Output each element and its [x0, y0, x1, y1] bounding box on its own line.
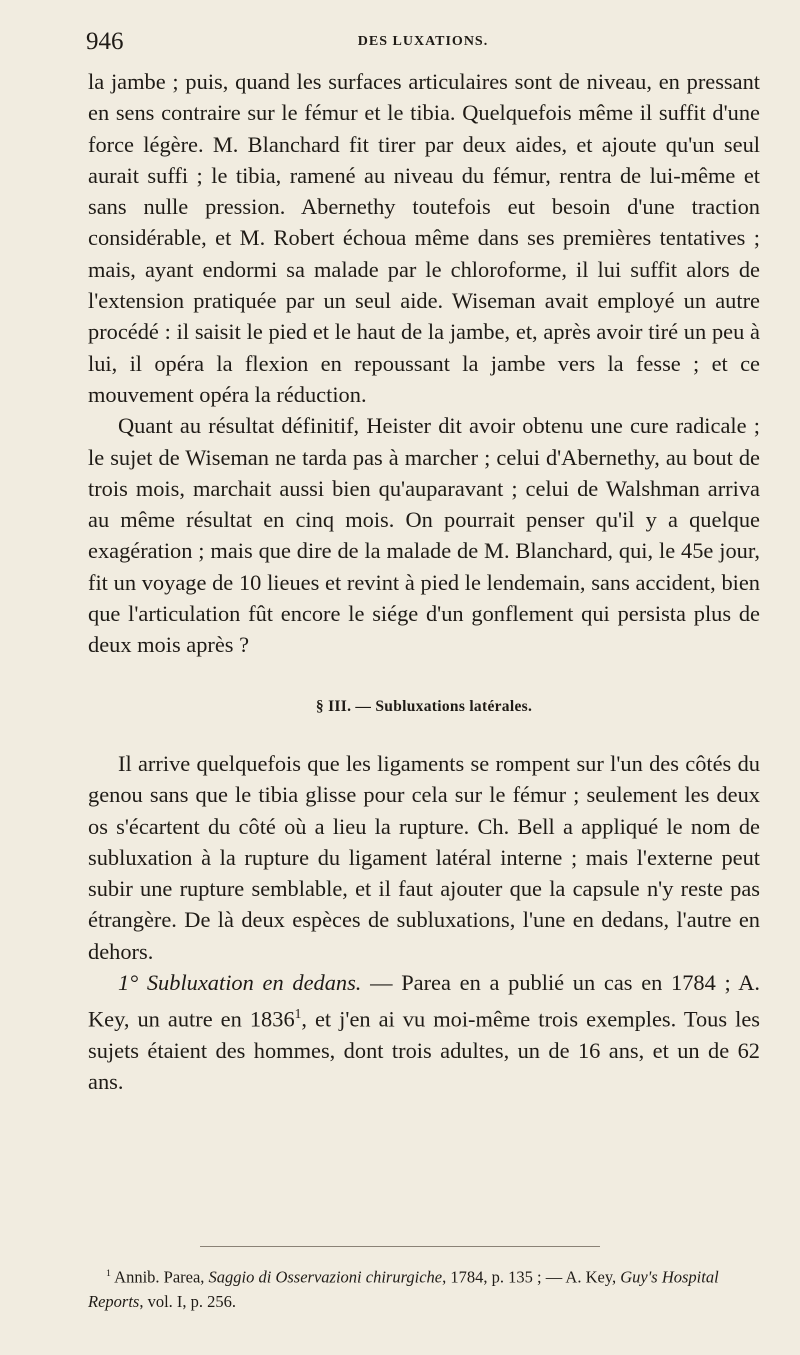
footnote-part: , 1784, p. 135 ; — A. Key,: [442, 1267, 621, 1287]
paragraph-4: [88, 967, 760, 1098]
footnote-part: , vol. I, p. 256.: [139, 1291, 237, 1311]
footnote-rule: [200, 1246, 600, 1247]
subsection-title: 1° Subluxation en dedans.: [118, 970, 362, 996]
footnote-marker: 1: [106, 1268, 111, 1279]
paragraph-4-text-b: , et j'en ai vu moi-même trois exemples. Tous les sujets étaient des hommes, dont trois adultes, un de 16 ans, et un de 62 ans.: [88, 1006, 761, 1095]
paragraph-3: Il arrive quelquefois que les ligaments se rompent sur l'un des côtés du genou sans que le tibia glisse pour cela sur le fémur ; seulement les deux os s'écartent du côté où a lieu la rupture. Ch. Bell a appliqué le nom de subluxation à la rupture du ligament latéral interne ; mais l'externe peut subir une rupture semblable, et il faut ajouter que la capsule n'y reste pas étrangère. De là deux espèces de subluxations, l'une en dedans, l'autre en dehors.: [88, 750, 760, 964]
running-title: DES LUXATIONS.: [357, 34, 489, 49]
paragraph-2: Quant au résultat définitif, Heister dit avoir obtenu une cure radicale ; le sujet de Wiseman ne tarda pas à marcher ; celui d'Abernethy, au bout de trois mois, marchait aussi bien qu'auparavant ; celui de Walshman arriva au même résultat en cinq mois. On pourrait penser qu'il y a quelque exagération ; mais que dire de la malade de M. Blanchard, qui, le 45e jour, fit un voyage de 10 lieues et revint à pied le lendemain, sans accident, bien que l'articulation fût encore le siége d'un gonflement qui persista plus de deux mois après ?: [88, 413, 760, 658]
footnote-reference: 1: [294, 1006, 302, 1022]
footnote-part: Saggio di Osservazioni chirurgiche: [208, 1267, 443, 1287]
page-header: [86, 26, 760, 58]
paragraph-4-text-a: — Parea en a publié un cas en 1784 ; A. Key, un autre en 1836: [88, 970, 760, 1032]
footnote-1: [88, 1262, 760, 1314]
footnotes: [88, 1262, 760, 1314]
footnote-part: Guy's Hospital Reports: [88, 1267, 719, 1311]
section-heading: § III. — Subluxations latérales.: [315, 697, 533, 715]
page-body: [88, 66, 760, 1098]
page-number: 946: [86, 28, 124, 55]
paragraph-1: la jambe ; puis, quand les surfaces articulaires sont de niveau, en pressant en sens contraire sur le fémur et le tibia. Quelquefois même il suffit d'une force légère. M. Blanchard fit tirer par deux aides, et ajoute qu'un seul aurait suffi ; le tibia, ramené au niveau du fémur, rentra de lui-même et sans nulle pression. Abernethy toutefois eut besoin d'une traction considérable, et M. Robert échoua même dans ses premières tentatives ; mais, ayant endormi sa malade par le chloroforme, il lui suffit alors de l'extension pratiquée par un seul aide. Wiseman avait employé un autre procédé : il saisit le pied et le haut de la jambe, et, après avoir tiré un peu à lui, il opéra la flexion en repoussant la jambe vers la fesse ; et ce mouvement opéra la réduction.: [88, 69, 760, 407]
footnote-part: Annib. Parea,: [110, 1267, 209, 1287]
